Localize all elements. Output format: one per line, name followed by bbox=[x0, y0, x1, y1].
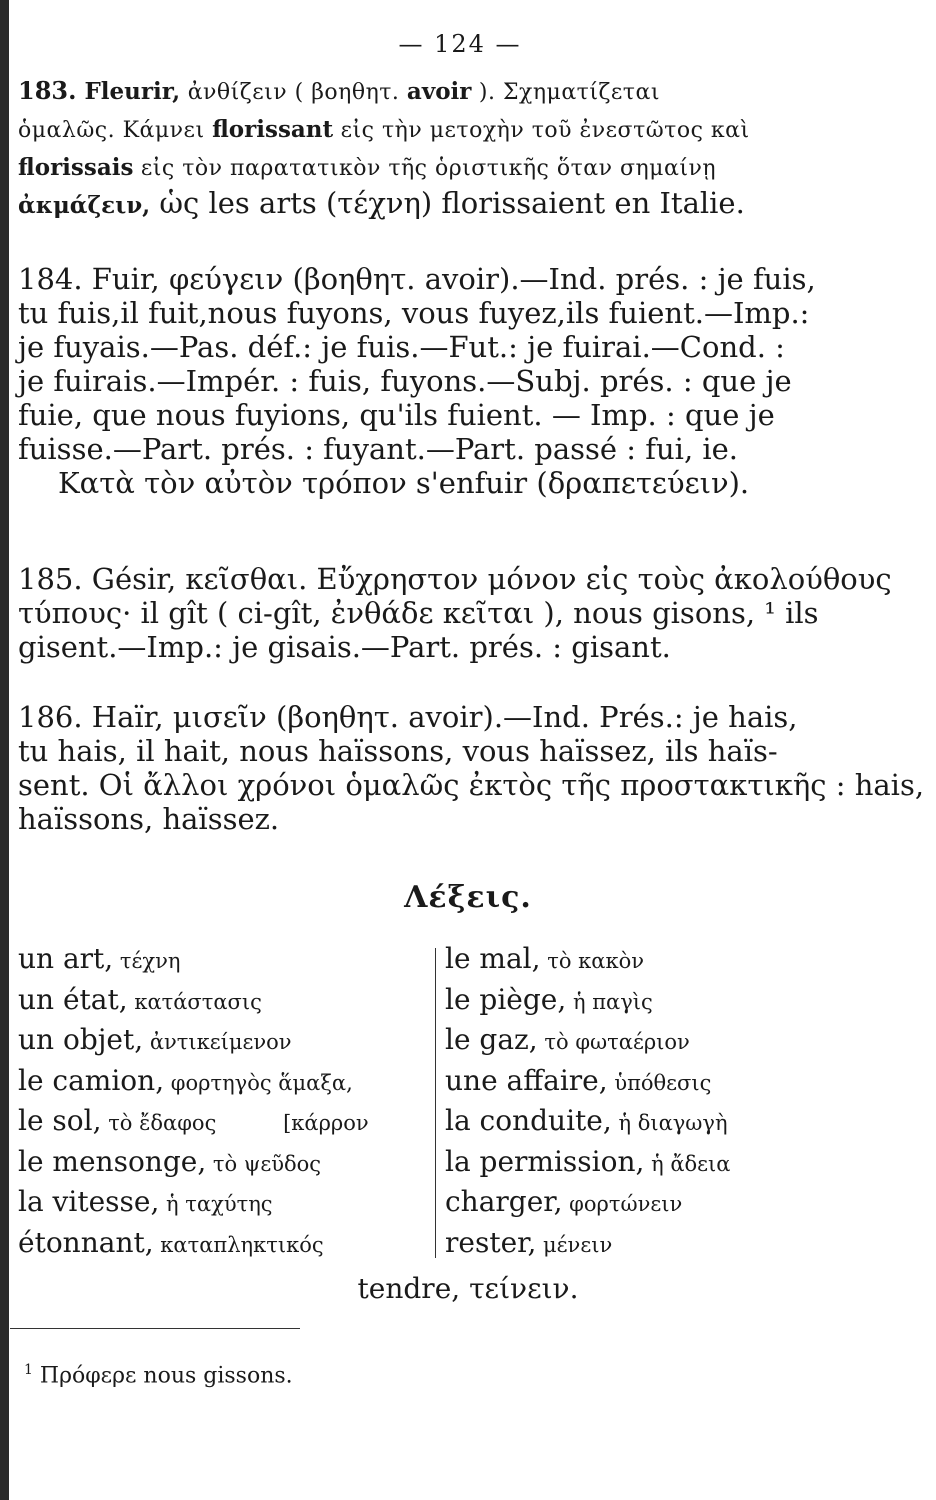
vocab-item: le sol, τὸ ἔδαφος [κάρρον bbox=[18, 1104, 369, 1137]
p184-line-5: fuie, que nous fuyions, qu'ils fuient. — Imp. : que je bbox=[18, 398, 775, 432]
p183-line-4: ἀκμάζειν, ὡς les arts (τέχνη) florissaient en Italie. bbox=[18, 186, 745, 220]
paragraph-183 bbox=[18, 72, 878, 223]
vocab-item: le mal, τὸ κακὸν bbox=[445, 942, 644, 975]
footnote-text: Πρόφερε nous gissons. bbox=[32, 1363, 293, 1389]
paragraph-184 bbox=[18, 262, 878, 500]
p183-line-2: ὁμαλῶς. Κάμνει florissant εἰς τὴν μετοχὴν τοῦ ἐνεστῶτος καὶ bbox=[18, 116, 750, 143]
p183-line-3: florissais εἰς τὸν παρατατικὸν τῆς ὁριστικῆς ὅταν σημαίνῃ bbox=[18, 154, 717, 181]
p184-line-1: 184. Fuir, φεύγειν (βοηθητ. avoir).—Ind. prés. : je fuis, bbox=[18, 262, 816, 296]
vocab-item: étonnant, καταπληκτικός bbox=[18, 1225, 324, 1259]
vocab-item: le gaz, τὸ φωταέριον bbox=[445, 1023, 690, 1056]
vocab-item: la vitesse, ἡ ταχύτης bbox=[18, 1185, 273, 1218]
p186-line-3: sent. Οἱ ἄλλοι χρόνοι ὁμαλῶς ἐκτὸς τῆς προστακτικῆς : hais, bbox=[18, 768, 925, 802]
vocabulary-right-column bbox=[445, 940, 730, 1264]
vocab-item: la permission, ἡ ἄδεια bbox=[445, 1144, 731, 1178]
p185-line-3: gisent.—Imp.: je gisais.—Part. prés. : gisant. bbox=[18, 630, 671, 664]
p184-line-6: fuisse.—Part. prés. : fuyant.—Part. passé : fui, ie. bbox=[18, 432, 739, 466]
p184-line-4: je fuirais.—Impér. : fuis, fuyons.—Subj. prés. : que je bbox=[18, 364, 792, 398]
p186-line-1: 186. Haïr, μισεῖν (βοηθητ. avoir).—Ind. Prés.: je hais, bbox=[18, 700, 798, 734]
footnote-mark: 1 bbox=[24, 1362, 33, 1378]
paragraph-185 bbox=[18, 562, 892, 664]
footnote bbox=[24, 1362, 293, 1388]
p184-line-2: tu fuis,il fuit,nous fuyons, vous fuyez,ils fuient.—Imp.: bbox=[18, 296, 810, 330]
p185-line-1: 185. Gésir, κεῖσθαι. Εὔχρηστον μόνον εἰς τοὺς ἀκολούθους bbox=[18, 562, 892, 596]
vocab-item: un art, τέχνη bbox=[18, 942, 181, 975]
footnote-rule bbox=[10, 1328, 300, 1329]
vocab-item: une affaire, ὑπόθεσις bbox=[445, 1063, 712, 1097]
vocab-last-entry: tendre, τείνειν. bbox=[357, 1272, 579, 1305]
column-divider bbox=[435, 948, 436, 1258]
p186-line-2: tu hais, il hait, nous haïssons, vous haïssez, ils haïs- bbox=[18, 734, 778, 768]
p184-line-7: Κατὰ τὸν αὐτὸν τρόπον s'enfuir (δραπετεύειν). bbox=[58, 466, 750, 500]
vocab-item: la conduite, ἡ διαγωγὴ bbox=[445, 1104, 728, 1137]
p185-line-2: τύπους· il gît ( ci-gît, ἐνθάδε κεῖται ), nous gisons, ¹ ils bbox=[18, 596, 819, 630]
p186-line-4: haïssons, haïssez. bbox=[18, 802, 280, 836]
vocab-item: rester, μένειν bbox=[445, 1225, 613, 1259]
p184-line-3: je fuyais.—Pas. déf.: je fuis.—Fut.: je fuirai.—Cond. : bbox=[18, 330, 785, 364]
vocabulary-heading: Λέξεις. bbox=[404, 880, 532, 915]
vocab-item: le mensonge, τὸ ψεῦδος bbox=[18, 1144, 322, 1178]
vocab-item: le camion, φορτηγὸς ἅμαξα, bbox=[18, 1063, 353, 1097]
vocab-item: le piège, ἡ παγὶς bbox=[445, 982, 653, 1016]
vocab-item: un état, κατάστασις bbox=[18, 982, 262, 1016]
vocab-item: un objet, ἀντικείμενον bbox=[18, 1023, 292, 1056]
vocab-item: charger, φορτώνειν bbox=[445, 1185, 683, 1218]
vocabulary-left-column bbox=[18, 940, 369, 1264]
paragraph-186 bbox=[18, 700, 925, 836]
page-number: — 124 — bbox=[398, 30, 522, 58]
p183-line-1: 183. Fleurir, ἀνθίζειν ( βοηθητ. avoir ). Σχηματίζεται bbox=[18, 76, 660, 105]
